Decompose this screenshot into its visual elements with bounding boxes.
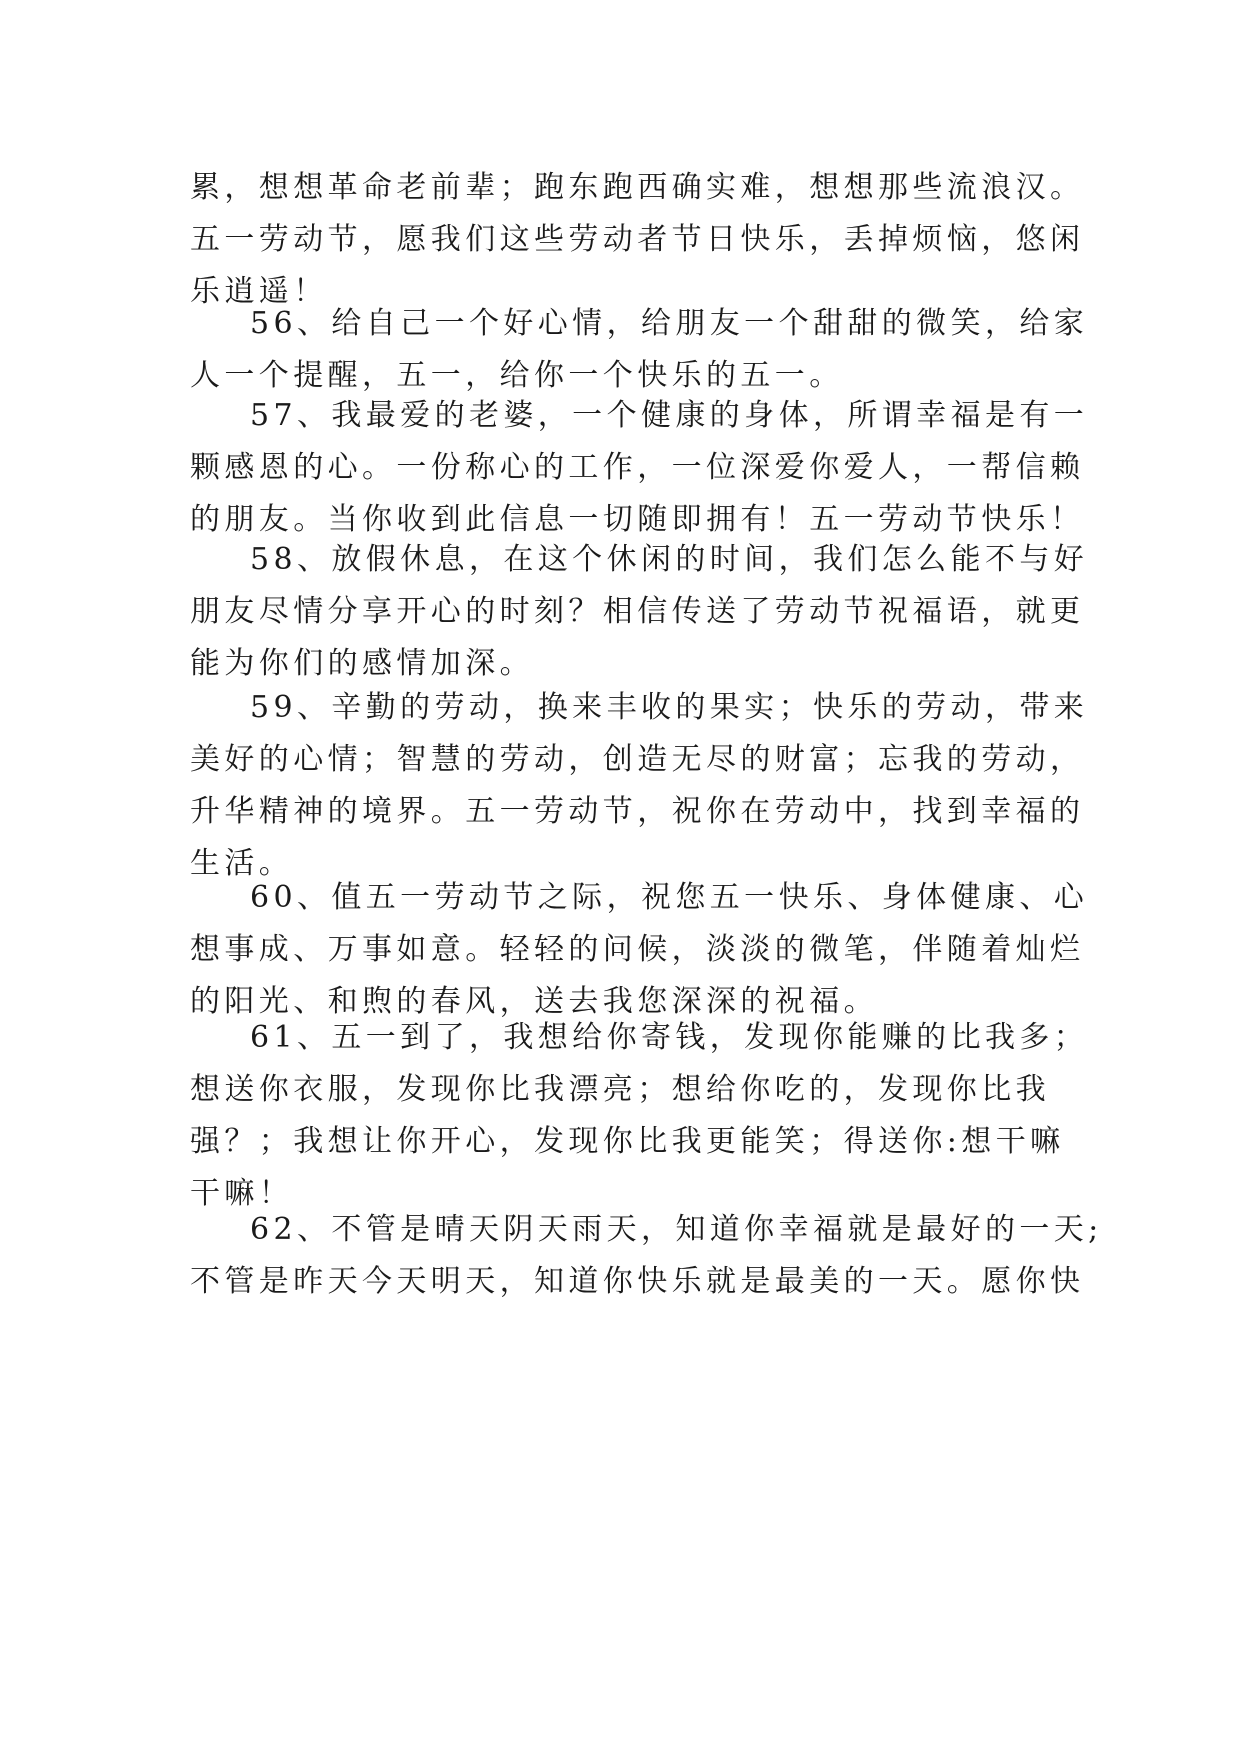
paragraph-line: 56、给自己一个好心情，给朋友一个甜甜的微笑，给家 <box>250 306 1089 341</box>
paragraph-line: 人一个提醒，五一，给你一个快乐的五一。 <box>190 358 844 393</box>
paragraph-line: 的朋友。当你收到此信息一切随即拥有！五一劳动节快乐！ <box>190 502 1085 537</box>
paragraph-line: 能为你们的感情加深。 <box>190 646 534 681</box>
paragraph-line: 想送你衣服，发现你比我漂亮；想给你吃的，发现你比我 <box>190 1072 1050 1107</box>
paragraph-line: 生活。 <box>190 846 294 881</box>
paragraph-line: 升华精神的境界。五一劳动节，祝你在劳动中，找到幸福的 <box>190 794 1085 829</box>
paragraph-line: 干嘛！ <box>190 1176 294 1211</box>
paragraph-line: 58、放假休息，在这个休闲的时间，我们怎么能不与好 <box>250 542 1089 577</box>
paragraph-line: 62、不管是晴天阴天雨天，知道你幸福就是最好的一天; <box>250 1212 1103 1247</box>
paragraph-line: 累，想想革命老前辈；跑东跑西确实难，想想那些流浪汉。 <box>190 170 1085 205</box>
paragraph-line: 60、值五一劳动节之际，祝您五一快乐、身体健康、心 <box>250 880 1089 915</box>
paragraph-line: 的阳光、和煦的春风，送去我您深深的祝福。 <box>190 984 878 1019</box>
paragraph-line: 强？；我想让你开心，发现你比我更能笑；得送你:想干嘛 <box>190 1124 1065 1159</box>
paragraph-line: 57、我最爱的老婆，一个健康的身体，所谓幸福是有一 <box>250 398 1089 433</box>
paragraph-line: 想事成、万事如意。轻轻的问候，淡淡的微笔，伴随着灿烂 <box>190 932 1085 967</box>
paragraph-line: 五一劳动节，愿我们这些劳动者节日快乐，丢掉烦恼，悠闲 <box>190 222 1085 257</box>
paragraph-line: 乐逍遥！ <box>190 274 328 309</box>
paragraph-line: 不管是昨天今天明天，知道你快乐就是最美的一天。愿你快 <box>190 1264 1085 1299</box>
paragraph-line: 61、五一到了，我想给你寄钱，发现你能赚的比我多； <box>250 1020 1089 1055</box>
paragraph-line: 美好的心情；智慧的劳动，创造无尽的财富；忘我的劳动， <box>190 742 1085 777</box>
paragraph-line: 颗感恩的心。一份称心的工作，一位深爱你爱人，一帮信赖 <box>190 450 1085 485</box>
paragraph-line: 朋友尽情分享开心的时刻？相信传送了劳动节祝福语，就更 <box>190 594 1085 629</box>
paragraph-line: 59、辛勤的劳动，换来丰收的果实；快乐的劳动，带来 <box>250 690 1089 725</box>
